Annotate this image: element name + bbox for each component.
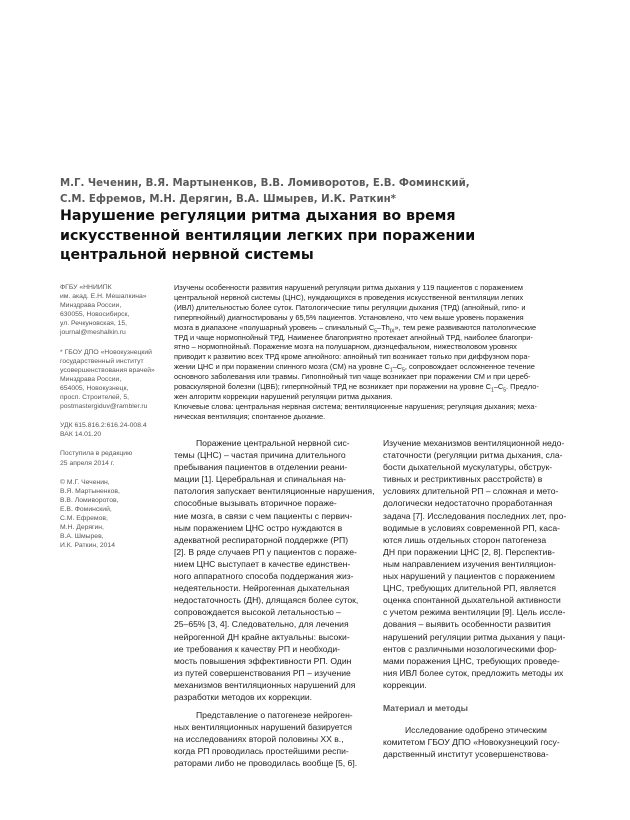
affiliation-line: Минздрава России, bbox=[60, 302, 122, 310]
affiliation-line: просп. Строителей, 5, bbox=[60, 394, 130, 402]
udk-line: УДК 615.816.2:616.24-008.4 bbox=[60, 422, 147, 430]
body-column-right bbox=[383, 437, 576, 760]
paragraph-line: ются лишь отдельных сторон патогенеза bbox=[383, 534, 547, 545]
paragraph-line: коррекции. bbox=[383, 679, 427, 690]
affiliation-email: postmastergiduv@rambler.ru bbox=[60, 403, 148, 411]
paragraph-line: ным направлением изучения вентиляцион- bbox=[383, 558, 557, 569]
paragraph-line: задача [7]. Исследования последних лет, про- bbox=[383, 510, 567, 521]
paragraph-line: Представление о патогенезе нейроген- bbox=[196, 710, 353, 721]
paragraph-line: мость повышения эффективности РП. Один bbox=[174, 655, 352, 666]
abstract-text: –C bbox=[392, 362, 403, 372]
affiliation-line: усовершенствования врачей» bbox=[60, 366, 155, 374]
paragraph-line: адекватной респираторной поддержке (РП) bbox=[174, 534, 349, 545]
paragraph-line: бости дыхательной мускулатуры, обструк- bbox=[383, 462, 553, 473]
paragraph-line: на исследованиях второй половины XX в., bbox=[174, 734, 344, 745]
copyright-line: С.М. Ефремов, bbox=[60, 514, 108, 522]
affiliation-line: ул. Речкуновская, 15, bbox=[60, 320, 128, 328]
paragraph-line: ДН при поражении ЦНС [2, 8]. Перспектив- bbox=[383, 546, 555, 557]
keywords-line: Ключевые слова: центральная нервная система; вентиляционные нарушения; регуляция дыхания; меха- bbox=[174, 401, 537, 411]
paragraph-line: ние мозга, в связи с чем пациенты с первич- bbox=[174, 510, 353, 521]
copyright-line: В.В. Ломиворотов, bbox=[60, 496, 119, 504]
paragraph-line: ным поражением ЦНС остро нуждаются в bbox=[174, 522, 343, 533]
paragraph-line: дарственный институт усовершенствова- bbox=[383, 749, 549, 760]
abstract-text: роваскулярной болезни (ЦВБ); гиперпнойный ТРД не возникает при поражении на уровне C bbox=[174, 382, 492, 392]
paragraph-line: статочности (регуляции ритма дыхания, сла- bbox=[383, 450, 563, 461]
affiliation-email: journal@meshalkin.ru bbox=[60, 329, 126, 337]
section-heading: Материал и методы bbox=[383, 702, 468, 713]
subscript: 5 bbox=[503, 387, 507, 394]
subscript: 5 bbox=[374, 328, 378, 335]
abstract-line: гиперпнойный) диагностированы у 65,5% пациентов. Установлено, что чем выше уровень поражения bbox=[174, 312, 524, 322]
sidebar bbox=[60, 283, 165, 560]
authors-line: С.М. Ефремов, М.Н. Дерягин, В.А. Шмырев, И.К. Раткин* bbox=[60, 194, 396, 205]
affiliation-line: 630055, Новосибирск, bbox=[60, 311, 130, 319]
abstract-text: жении ЦНС и при поражении спинного мозга (СМ) на уровне C bbox=[174, 362, 390, 372]
paragraph-line: темы (ЦНС) – частая причина длительного bbox=[174, 450, 346, 461]
paragraph-line: Изучение механизмов вентиляционной недо- bbox=[383, 438, 565, 448]
abstract-line: Изучены особенности развития нарушений регуляции ритма дыхания у 119 пациентов с поражением bbox=[174, 283, 523, 292]
abstract-line: основного заболевания или травмы. Гипопнойный тип чаще возникает при поражении СМ и при цереб- bbox=[174, 372, 531, 382]
subscript: 5 bbox=[402, 367, 405, 374]
copyright-block bbox=[60, 478, 165, 551]
paragraph-line: с учетом режима вентиляции [9]. Цель иссле- bbox=[383, 607, 566, 618]
paragraph-line: ных вентиляционных нарушений базируется bbox=[174, 722, 353, 733]
paragraph-line: мами поражения ЦНС, требующих проведе- bbox=[383, 655, 560, 666]
abstract-text: . Предло- bbox=[506, 382, 539, 392]
abstract-line: ТРД и чаще нормопнойный ТРД. Наименее благоприятно протекает апнойный ТРД, наиболее благопри- bbox=[174, 332, 533, 342]
affiliation-line: государственный институт bbox=[60, 357, 144, 365]
paragraph-line: мации [1]. Церебральная и спинальная на- bbox=[174, 474, 346, 485]
paragraph-line: разработки методов их коррекции. bbox=[174, 691, 313, 702]
abstract-line: ятно – нормопнойный. Поражение мозга на полушарном, диэнцефальном, нижестволовом уровнях bbox=[174, 342, 517, 352]
paragraph-line: оценка спонтанной дыхательной активности bbox=[383, 595, 561, 606]
paragraph-line: способные вызывать вторичное пораже- bbox=[174, 498, 337, 509]
article-title: Нарушение регуляции ритма дыхания во время искусственной вентиляции легких при поражении центральной нервной системы bbox=[60, 208, 476, 263]
paragraph-line: нейрогенной ДН крайне актуальны: высоки- bbox=[174, 631, 350, 642]
paragraph-line: раторами либо не проводилась вообще [5, 6]. bbox=[174, 758, 358, 769]
abstract-text: , сопровождает осложненное течение bbox=[404, 362, 535, 372]
copyright-line: Е.В. Фоминский, bbox=[60, 505, 112, 513]
copyright-line: © М.Г. Чеченин, bbox=[60, 478, 110, 486]
paragraph-line: Исследование одобрено этическим bbox=[405, 725, 547, 736]
abstract-text: –C bbox=[493, 382, 504, 392]
paragraph-line: недеятельности. Нейрогенная дыхательная bbox=[174, 583, 350, 594]
paragraph-line: водимые в условиях современной РП, каса- bbox=[383, 522, 560, 533]
received-date: 25 апреля 2014 г. bbox=[60, 459, 115, 467]
copyright-line: М.Н. Дерягин, bbox=[60, 524, 104, 532]
abstract-line bbox=[174, 362, 576, 372]
paragraph-line: тивных и рестриктивных расстройств) в bbox=[383, 474, 543, 485]
received-block bbox=[60, 449, 165, 467]
paragraph-line: дологически недостаточно проработанная bbox=[383, 498, 553, 509]
paragraph-line: когда РП проводилась простейшими респи- bbox=[174, 746, 349, 757]
vak-line: ВАК 14.01.20 bbox=[60, 431, 102, 439]
paragraph-line: сопровождается высокой летальностью – bbox=[174, 607, 341, 618]
udk-block bbox=[60, 421, 165, 439]
paragraph-line: патология запускает вентиляционные нарушения, bbox=[174, 486, 375, 497]
paragraph-line: дования – выявить особенности развития bbox=[383, 619, 551, 630]
affiliation-line: * ГБОУ ДПО «Новокузнецкий bbox=[60, 348, 152, 356]
abstract-text: мозга в диапазоне «полушарный уровень – спинальный C bbox=[174, 322, 375, 332]
abstract-line: (ИВЛ) длительностью более суток. Патологические типы регуляции дыхания (ТРД) (апнойный, гипо- и bbox=[174, 302, 526, 312]
keywords-line: ническая вентиляция; спонтанное дыхание. bbox=[174, 411, 326, 421]
body-column-left bbox=[174, 437, 375, 770]
paragraph-line: условиях длительной РП – сложная и мето- bbox=[383, 486, 559, 497]
paragraph-line: механизмов вентиляционных нарушений для bbox=[174, 679, 356, 690]
abstract-line: жен алгоритм коррекции нарушений регуляции ритма дыхания. bbox=[174, 391, 393, 401]
paragraph-line: из путей совершенствования РП – изучение bbox=[174, 667, 351, 678]
affiliation-1 bbox=[60, 283, 165, 338]
paragraph-line: нием ЦНС выступает в качестве единствен- bbox=[174, 558, 351, 569]
paragraph-line: ие требования к качеству РП и необходи- bbox=[174, 643, 341, 654]
subscript: 1 bbox=[491, 387, 494, 394]
subscript: 1 bbox=[389, 367, 393, 374]
affiliation-2 bbox=[60, 348, 165, 412]
paragraph-line: ния ИВЛ более суток, предложить методы их bbox=[383, 667, 564, 678]
received-line: Поступила в редакцию bbox=[60, 450, 133, 458]
affiliation-line: ФГБУ «ННИИПК bbox=[60, 284, 112, 291]
paragraph-line: Поражение центральной нервной сис- bbox=[196, 438, 350, 448]
authors bbox=[60, 176, 580, 208]
paragraph-line: нарушений регуляции ритма дыхания у паци- bbox=[383, 631, 566, 642]
abstract-line: центральной нервной системы (ЦНС), нуждающихся в проведения искусственной вентиляции легких bbox=[174, 292, 524, 302]
copyright-line: И.К. Раткин, 2014 bbox=[60, 542, 115, 550]
affiliation-line: им. акад. Е.Н. Мешалкина» bbox=[60, 293, 147, 301]
paragraph-line: комитетом ГБОУ ДПО «Новокузнецкий госу- bbox=[383, 737, 560, 748]
paragraph-line: 25–65% [3, 4]. Следовательно, для лечения bbox=[174, 619, 349, 630]
abstract-text: », тем реже развиваются патологические bbox=[394, 322, 537, 332]
affiliation-line: Минздрава России, bbox=[60, 375, 122, 383]
paragraph-line: ЦНС, требующих длительной РП, является bbox=[383, 583, 556, 594]
abstract-line: приводит к развитию всех ТРД кроме апнойного: апнойный тип возникает только при диффузном пора- bbox=[174, 352, 530, 362]
affiliation-line: 654005, Новокузнецк, bbox=[60, 384, 129, 392]
copyright-line: В.Я. Мартыненков, bbox=[60, 487, 120, 495]
paragraph-line: недостаточность (ДН), длящаяся более суток, bbox=[174, 595, 359, 606]
abstract-line bbox=[174, 382, 576, 392]
authors-line: М.Г. Чеченин, В.Я. Мартыненков, В.В. Ломиворотов, Е.В. Фоминский, bbox=[60, 178, 470, 189]
paragraph-line: ного аппаратного способа поддержания жиз- bbox=[174, 571, 354, 582]
paragraph-line: ентов с различными нозологическими фор- bbox=[383, 643, 557, 654]
subscript: IX bbox=[389, 328, 395, 335]
copyright-line: В.А. Шмырев, bbox=[60, 533, 104, 541]
abstract bbox=[174, 283, 576, 422]
abstract-text: –Th bbox=[377, 322, 390, 332]
paragraph-line: пребывания пациентов в отделении реани- bbox=[174, 462, 348, 473]
abstract-line bbox=[174, 323, 576, 333]
paragraph-line: [2]. В ряде случаев РП у пациентов с пораже- bbox=[174, 546, 357, 557]
paragraph-line: ных нарушений у пациентов с поражением bbox=[383, 571, 555, 582]
